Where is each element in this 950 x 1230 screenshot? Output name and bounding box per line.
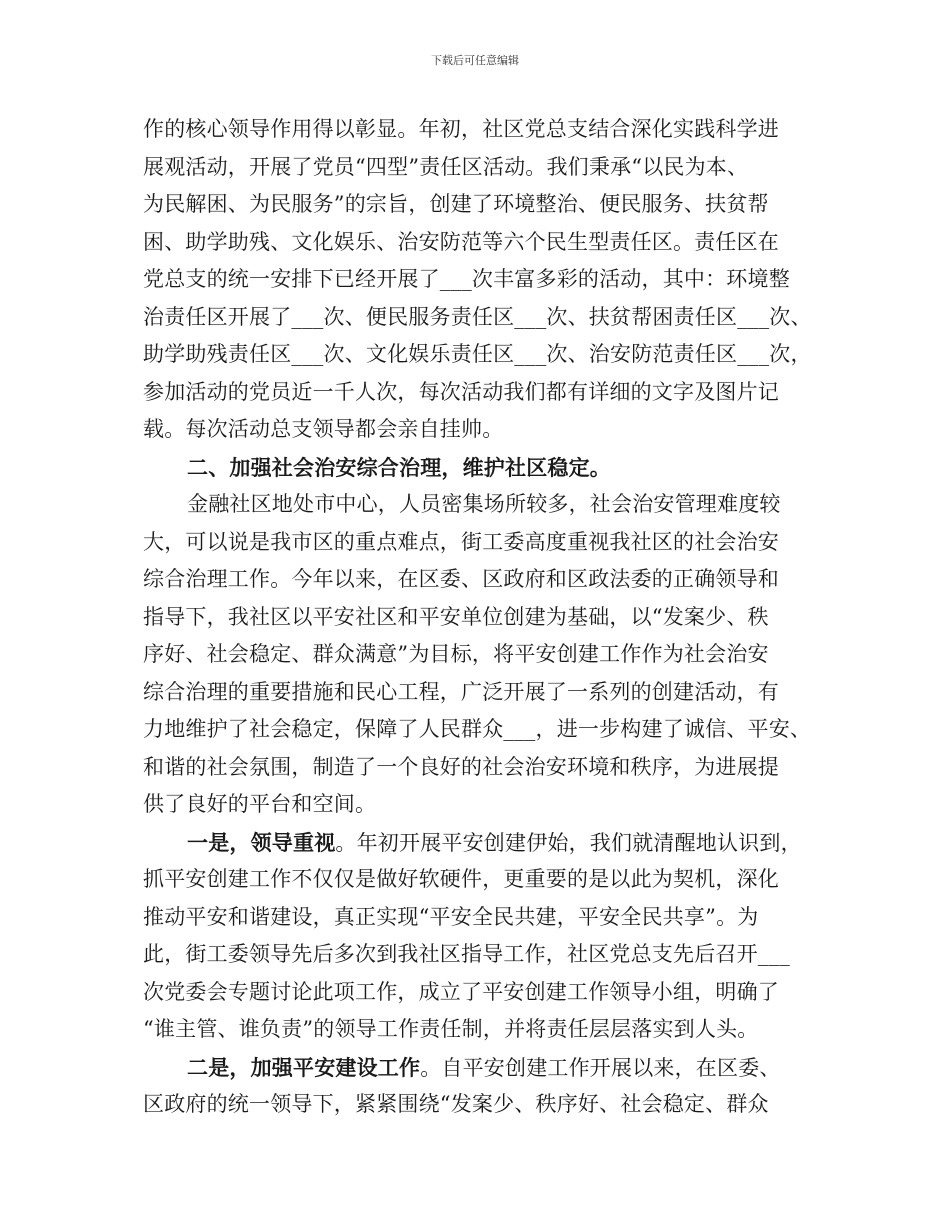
paragraph-line: 次党委会专题讨论此项工作，成立了平安创建工作领导小组，明确了 [143, 979, 779, 1004]
paragraph-line: 困、助学助残、文化娱乐、治安防范等六个民生型责任区。责任区在 [143, 229, 779, 254]
paragraph-line: 推动平安和谐建设，真正实现“平安全民共建，平安全民共享”。为 [143, 904, 759, 929]
page-header: 下载后可任意编辑 [431, 54, 519, 67]
paragraph-line: 治责任区开展了___次、便民服务责任区___次、扶贫帮困责任区___次、 [143, 304, 812, 329]
paragraph-line: 序好、社会稳定、群众满意”为目标，将平安创建工作作为社会治安 [143, 642, 769, 666]
paragraph-line: 供了良好的平台和空间。 [143, 792, 377, 816]
paragraph-line [143, 824, 823, 862]
paragraph-line: 党总支的统一安排下已经开展了___次丰富多彩的活动，其中：环境整 [143, 267, 790, 291]
section-heading: 二、加强社会治安综合治理，维护社区稳定。 [187, 454, 611, 480]
paragraph-line: 力地维护了社会稳定，保障了人民群众___，进一步构建了诚信、平安、 [143, 717, 812, 741]
paragraph-line: 抓平安创建工作不仅仅是做好软硬件，更重要的是以此为契机，深化 [143, 867, 779, 891]
paragraph-line: 综合治理的重要措施和民心工程，广泛开展了一系列的创建活动，有 [143, 679, 779, 704]
paragraph-text: 。年初开展平安创建伊始，我们就清醒地认识到， [335, 830, 802, 855]
paragraph-line: “谁主管、谁负责”的领导工作责任制，并将责任层层落实到人头。 [143, 1017, 759, 1041]
paragraph-line: 和谐的社会氛围，制造了一个良好的社会治安环境和秩序，为进展提 [143, 754, 779, 779]
paragraph-line: 区政府的统一领导下，紧紧围绕“发案少、秩序好、社会稳定、群众 [143, 1092, 769, 1116]
paragraph-line: 指导下，我社区以平安社区和平安单位创建为基础，以“发案少、秩 [143, 604, 769, 629]
paragraph-text: 。自平安创建工作开展以来，在区委、 [420, 1055, 781, 1080]
paragraph-line: 为民解困、为民服务”的宗旨，创建了环境整治、便民服务、扶贫帮 [143, 192, 769, 216]
paragraph-line: 展观活动，开展了党员“四型”责任区活动。我们秉承“以民为本、 [143, 154, 749, 179]
document-body [143, 111, 823, 1124]
paragraph-line [143, 1049, 823, 1087]
bold-lead: 一是，领导重视 [187, 829, 336, 855]
paragraph-line: 助学助残责任区___次、文化娱乐责任区___次、治安防范责任区___次， [143, 342, 812, 366]
paragraph-line: 大，可以说是我市区的重点难点，街工委高度重视我社区的社会治安 [143, 529, 779, 554]
paragraph-line: 载。每次活动总支领导都会亲自挂帅。 [143, 417, 504, 441]
paragraph-line: 综合治理工作。今年以来，在区委、区政府和区政法委的正确领导和 [143, 567, 779, 591]
paragraph-line: 作的核心领导作用得以彰显。年初，社区党总支结合深化实践科学进 [143, 117, 779, 141]
paragraph-line: 此，街工委领导先后多次到我社区指导工作，社区党总支先后召开___ [143, 942, 790, 966]
paragraph-line: 金融社区地处市中心，人员密集场所较多，社会治安管理难度较 [187, 492, 781, 516]
bold-lead: 二是，加强平安建设工作 [187, 1054, 421, 1080]
paragraph-line: 参加活动的党员近一千人次，每次活动我们都有详细的文字及图片记 [143, 379, 779, 404]
